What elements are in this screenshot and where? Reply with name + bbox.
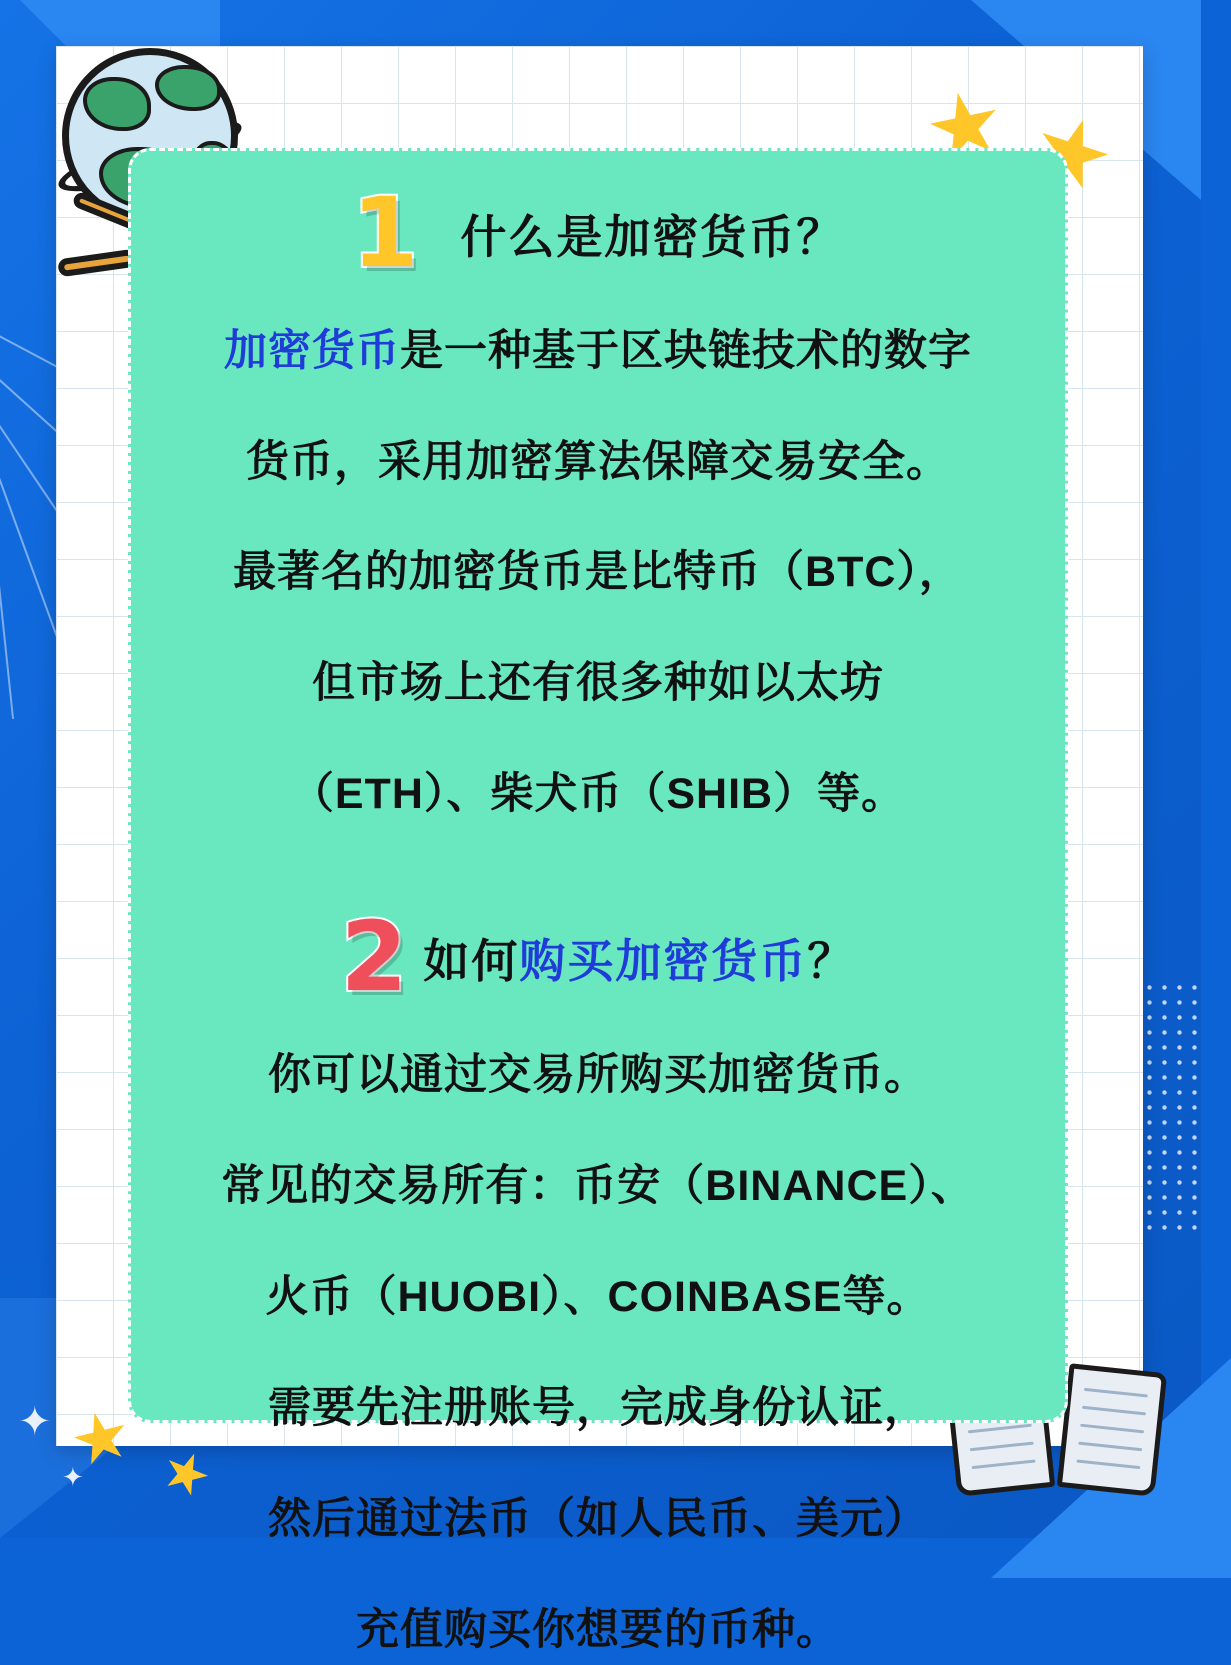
section-2-number: 2 [340, 901, 406, 1014]
section-2-line-4: 需要先注册账号，完成身份认证， [268, 1383, 928, 1432]
section-what-is-crypto [165, 177, 1031, 829]
section-1-line-4: 但市场上还有很多种如以太坊 [312, 659, 884, 708]
section-2-line-5: 然后通过法币（如人民币、美元） [268, 1494, 928, 1543]
section-1-line-3: 最著名的加密货币是比特币（BTC）， [233, 548, 963, 597]
section-2-line-3: 火币（HUOBI）、COINBASE等。 [265, 1272, 931, 1321]
sparkle-icon: ✦ [18, 1400, 52, 1444]
section-2-line-2: 常见的交易所有：币安（BINANCE）、 [221, 1161, 975, 1210]
section-2-title-prefix: 如何 [423, 935, 520, 988]
line-text: 是一种基于区块链技术的数字 [400, 326, 972, 375]
content-panel [128, 148, 1068, 1654]
section-2-title-highlight: 购买加密货币 [519, 935, 808, 988]
section-2-line-1: 你可以通过交易所购买加密货币。 [268, 1050, 928, 1099]
sparkle-icon: ✦ [62, 1462, 84, 1492]
section-1-title-text: 什么是加密货币 [460, 210, 797, 263]
section-2-title-mark: ？ [807, 935, 856, 988]
section-1-heading [165, 177, 1031, 289]
section-1-title-mark: ？ [796, 210, 845, 263]
section-1-line-5: （ETH）、柴犬币（SHIB）等。 [290, 770, 906, 819]
section-1-line-1 [165, 318, 1031, 386]
section-2-title [423, 925, 855, 991]
highlight-term: 加密货币 [224, 326, 400, 375]
section-1-number: 1 [351, 177, 417, 289]
section-2-heading [165, 901, 1031, 1014]
section-1-line-2: 货币，采用加密算法保障交易安全。 [246, 437, 950, 486]
section-how-to-buy [165, 901, 1031, 1664]
section-2-line-6: 充值购买你想要的币种。 [356, 1605, 840, 1654]
section-1-title [460, 201, 844, 267]
